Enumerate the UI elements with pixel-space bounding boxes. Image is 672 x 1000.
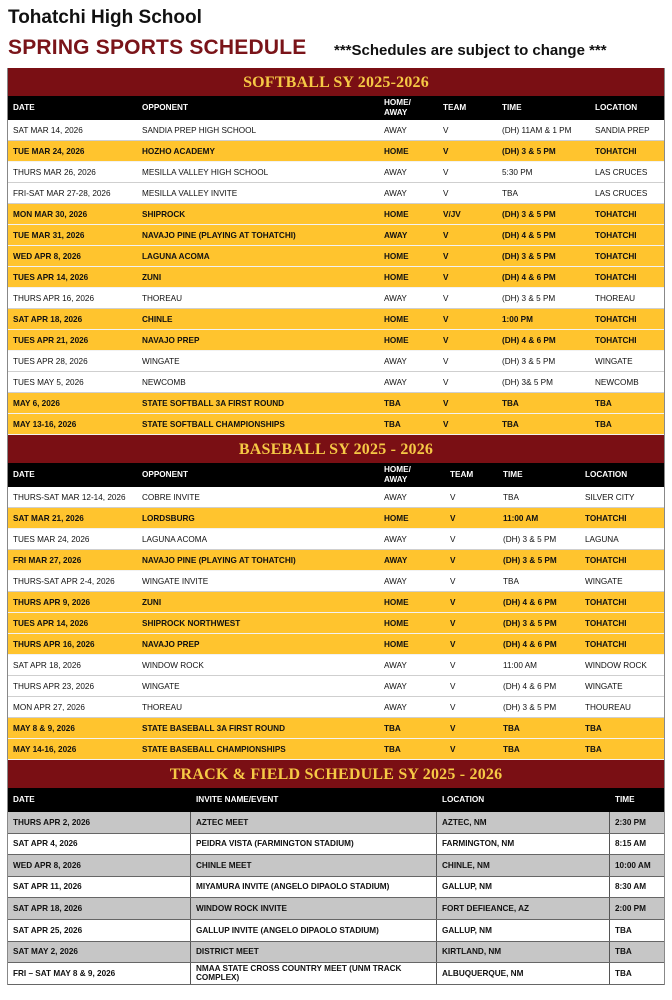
cell-date: THURS APR 16, 2026 [13, 293, 95, 303]
table-row [8, 508, 664, 529]
cell-date: THURS APR 2, 2026 [13, 817, 91, 827]
cell-time: (DH) 4 & 6 PM [502, 272, 556, 282]
cell-opponent: NAVAJO PINE (PLAYING AT TOHATCHI) [142, 555, 296, 565]
cell-home-away: AWAY [384, 660, 407, 670]
track-rows [8, 812, 664, 985]
table-row [8, 309, 664, 330]
cell-date: MAY 14-16, 2026 [13, 744, 77, 754]
cell-home-away: HOME [384, 146, 409, 156]
cell-home-away: HOME [384, 314, 409, 324]
cell-opponent: MESILLA VALLEY HIGH SCHOOL [142, 167, 269, 177]
cell-team: V [443, 230, 449, 240]
cell-home-away: AWAY [384, 576, 407, 586]
table-row [8, 634, 664, 655]
cell-time: (DH) 3 & 5 PM [503, 702, 557, 712]
table-row [8, 739, 664, 760]
cell-team: V [450, 492, 456, 502]
cell-opponent: LORDSBURG [142, 513, 195, 523]
table-row [8, 372, 664, 393]
cell-date: SAT MAR 21, 2026 [13, 513, 84, 523]
table-row [8, 550, 664, 571]
cell-location: FARMINGTON, NM [436, 834, 609, 855]
cell-opponent: STATE SOFTBALL 3A FIRST ROUND [142, 398, 285, 408]
cell-location: LAGUNA [585, 534, 619, 544]
cell-time: TBA [502, 398, 519, 408]
baseball-rows [8, 487, 664, 760]
cell-team: V [443, 272, 449, 282]
cell-team: V [443, 377, 449, 387]
cell-date: SAT APR 4, 2026 [13, 839, 78, 849]
cell-team: V [450, 597, 456, 607]
table-row [8, 162, 664, 183]
cell-opponent: STATE BASEBALL CHAMPIONSHIPS [142, 744, 286, 754]
cell-location: WINGATE [585, 681, 623, 691]
cell-team: V [443, 146, 449, 156]
table-row [8, 920, 664, 942]
cell-team: V [443, 125, 449, 135]
softball-rows [8, 120, 664, 435]
baseball-header-row [8, 463, 664, 487]
page-title: SPRING SPORTS SCHEDULE [8, 36, 307, 59]
cell-event: CHINLE MEET [190, 855, 436, 876]
cell-opponent: CHINLE [142, 314, 173, 324]
table-row [8, 351, 664, 372]
cell-time: (DH) 3 & 5 PM [502, 293, 556, 303]
col-team: TEAM [450, 470, 474, 479]
cell-opponent: MESILLA VALLEY INVITE [142, 188, 238, 198]
cell-time: 8:15 AM [609, 834, 664, 855]
cell-team: V [450, 618, 456, 628]
col-time: TIME [609, 795, 664, 805]
table-row [8, 529, 664, 550]
cell-location: THOUREAU [585, 702, 631, 712]
cell-home-away: AWAY [384, 492, 407, 502]
cell-home-away: HOME [384, 335, 409, 345]
cell-home-away: AWAY [384, 555, 408, 565]
school-name: Tohatchi High School [8, 7, 202, 28]
cell-date: FRI MAR 27, 2026 [13, 555, 82, 565]
cell-opponent: STATE BASEBALL 3A FIRST ROUND [142, 723, 285, 733]
cell-home-away: TBA [384, 744, 401, 754]
cell-home-away: AWAY [384, 377, 407, 387]
cell-time: (DH) 3 & 5 PM [503, 534, 557, 544]
col-location: LOCATION [436, 795, 609, 805]
cell-date: FRI-SAT MAR 27-28, 2026 [13, 188, 111, 198]
cell-opponent: ZUNI [142, 597, 162, 607]
cell-location: THOREAU [595, 293, 636, 303]
cell-home-away: AWAY [384, 125, 407, 135]
cell-location: SANDIA PREP [595, 125, 650, 135]
cell-date: TUE MAR 31, 2026 [13, 230, 85, 240]
cell-opponent: THOREAU [142, 702, 183, 712]
table-row [8, 571, 664, 592]
cell-time: TBA [503, 744, 520, 754]
cell-opponent: NAVAJO PINE (PLAYING AT TOHATCHI) [142, 230, 296, 240]
cell-opponent: LAGUNA ACOMA [142, 534, 208, 544]
cell-time: TBA [502, 419, 519, 429]
cell-event: NMAA STATE CROSS COUNTRY MEET (UNM TRACK COMPLEX) [190, 963, 436, 984]
cell-location: ALBUQUERQUE, NM [436, 963, 609, 984]
table-row [8, 487, 664, 508]
cell-time: TBA [502, 188, 518, 198]
cell-event: WINDOW ROCK INVITE [190, 898, 436, 919]
table-row [8, 655, 664, 676]
table-row [8, 812, 664, 834]
cell-home-away: AWAY [384, 293, 407, 303]
cell-location: TOHATCHI [585, 555, 627, 565]
cell-team: V [450, 576, 456, 586]
col-date: DATE [13, 795, 35, 804]
cell-event: DISTRICT MEET [190, 942, 436, 963]
cell-home-away: AWAY [384, 702, 407, 712]
cell-opponent: ZUNI [142, 272, 162, 282]
cell-location: TOHATCHI [585, 618, 627, 628]
cell-home-away: HOME [384, 251, 409, 261]
cell-team: V [443, 335, 449, 345]
cell-home-away: AWAY [384, 167, 407, 177]
softball-section [7, 68, 665, 435]
cell-team: V [450, 744, 456, 754]
cell-home-away: AWAY [384, 230, 408, 240]
table-row [8, 855, 664, 877]
cell-date: SAT APR 18, 2026 [13, 314, 83, 324]
cell-team: V [443, 314, 449, 324]
cell-time: (DH) 3& 5 PM [502, 377, 553, 387]
cell-date: MON APR 27, 2026 [13, 702, 85, 712]
table-row [8, 877, 664, 899]
cell-home-away: AWAY [384, 356, 407, 366]
cell-date: TUES MAR 24, 2026 [13, 534, 90, 544]
cell-home-away: HOME [384, 618, 409, 628]
cell-time: 11:00 AM [503, 660, 537, 670]
cell-date: THURS APR 9, 2026 [13, 597, 91, 607]
cell-time: (DH) 4 & 6 PM [502, 335, 556, 345]
col-opponent: OPPONENT [142, 103, 188, 112]
cell-time: 2:30 PM [609, 812, 664, 833]
cell-home-away: HOME [384, 272, 409, 282]
cell-time: 11:00 AM [503, 513, 539, 523]
cell-time: (DH) 4 & 6 PM [503, 681, 557, 691]
cell-team: V [443, 398, 449, 408]
cell-location: TOHATCHI [595, 209, 637, 219]
cell-opponent: WINGATE [142, 681, 180, 691]
cell-date: SAT MAR 14, 2026 [13, 125, 83, 135]
cell-time: TBA [609, 920, 664, 941]
cell-time: 8:30 AM [609, 877, 664, 898]
cell-opponent: WINGATE INVITE [142, 576, 209, 586]
cell-time: (DH) 3 & 5 PM [503, 618, 557, 628]
table-row [8, 414, 664, 435]
track-section [7, 760, 665, 985]
cell-opponent: HOZHO ACADEMY [142, 146, 215, 156]
cell-date: MAY 13-16, 2026 [13, 419, 77, 429]
cell-home-away: HOME [384, 639, 409, 649]
cell-home-away: TBA [384, 723, 401, 733]
cell-time: (DH) 3 & 5 PM [502, 251, 556, 261]
baseball-banner: BASEBALL SY 2025 - 2026 [8, 435, 664, 463]
cell-time: (DH) 3 & 5 PM [502, 356, 556, 366]
cell-team: V [450, 513, 456, 523]
cell-location: AZTEC, NM [436, 812, 609, 833]
cell-home-away: AWAY [384, 681, 407, 691]
cell-time: 10:00 AM [609, 855, 664, 876]
cell-location: GALLUP, NM [436, 877, 609, 898]
cell-team: V [450, 534, 456, 544]
cell-location: LAS CRUCES [595, 188, 648, 198]
table-row [8, 963, 664, 985]
cell-time: TBA [503, 492, 519, 502]
cell-home-away: TBA [384, 398, 401, 408]
table-row [8, 592, 664, 613]
col-location: LOCATION [595, 103, 638, 112]
col-time: TIME [503, 470, 523, 479]
cell-date: MAY 8 & 9, 2026 [13, 723, 75, 733]
cell-home-away: HOME [384, 597, 409, 607]
cell-location: TOHATCHI [595, 146, 637, 156]
col-home-away [379, 465, 445, 485]
table-row [8, 288, 664, 309]
col-opponent: OPPONENT [142, 470, 188, 479]
cell-date: THURS APR 23, 2026 [13, 681, 95, 691]
cell-home-away: HOME [384, 513, 409, 523]
table-row [8, 718, 664, 739]
table-row [8, 246, 664, 267]
cell-time: (DH) 4 & 5 PM [502, 230, 556, 240]
col-away-label: AWAY [384, 108, 408, 117]
table-row [8, 267, 664, 288]
table-row [8, 141, 664, 162]
cell-opponent: NAVAJO PREP [142, 639, 200, 649]
cell-date: THURS-SAT APR 2-4, 2026 [13, 576, 115, 586]
cell-date: TUES APR 14, 2026 [13, 618, 89, 628]
table-row [8, 225, 664, 246]
cell-event: GALLUP INVITE (ANGELO DIPAOLO STADIUM) [190, 920, 436, 941]
cell-location: NEWCOMB [595, 377, 639, 387]
cell-time: TBA [503, 576, 519, 586]
table-row [8, 393, 664, 414]
cell-location: GALLUP, NM [436, 920, 609, 941]
cell-date: TUES APR 28, 2026 [13, 356, 88, 366]
table-row [8, 183, 664, 204]
cell-home-away: AWAY [384, 188, 407, 198]
cell-time: (DH) 3 & 5 PM [502, 146, 556, 156]
cell-location: TOHATCHI [595, 230, 637, 240]
col-home-label: HOME/ [384, 98, 411, 107]
softball-header-row [8, 96, 664, 120]
cell-date: MAY 6, 2026 [13, 398, 60, 408]
cell-time: TBA [609, 963, 664, 984]
cell-date: TUES APR 14, 2026 [13, 272, 89, 282]
softball-banner: SOFTBALL SY 2025-2026 [8, 68, 664, 96]
cell-team: V [450, 555, 456, 565]
cell-opponent: NEWCOMB [142, 377, 186, 387]
cell-location: WINGATE [595, 356, 633, 366]
cell-location: TOHATCHI [595, 335, 637, 345]
cell-date: SAT APR 25, 2026 [13, 925, 83, 935]
cell-team: V/JV [443, 209, 461, 219]
table-row [8, 898, 664, 920]
cell-location: WINGATE [585, 576, 623, 586]
col-time: TIME [502, 103, 522, 112]
cell-opponent: SHIPROCK NORTHWEST [142, 618, 241, 628]
cell-time: (DH) 11AM & 1 PM [502, 125, 572, 135]
cell-home-away: AWAY [384, 534, 407, 544]
cell-opponent: LAGUNA ACOMA [142, 251, 210, 261]
cell-location: TBA [595, 419, 612, 429]
col-team: TEAM [443, 103, 467, 112]
cell-opponent: STATE SOFTBALL CHAMPIONSHIPS [142, 419, 285, 429]
table-row [8, 942, 664, 964]
col-away-label: AWAY [384, 475, 408, 484]
cell-time: (DH) 4 & 6 PM [503, 639, 557, 649]
cell-team: V [443, 188, 449, 198]
cell-opponent: WINGATE [142, 356, 180, 366]
cell-team: V [450, 639, 456, 649]
table-row [8, 613, 664, 634]
cell-location: TBA [585, 723, 602, 733]
cell-time: (DH) 3 & 5 PM [502, 209, 556, 219]
cell-team: V [450, 702, 456, 712]
cell-date: SAT APR 18, 2026 [13, 660, 81, 670]
cell-date: THURS APR 16, 2026 [13, 639, 95, 649]
col-home-label: HOME/ [384, 465, 411, 474]
cell-date: TUE MAR 24, 2026 [13, 146, 85, 156]
cell-location: LAS CRUCES [595, 167, 648, 177]
table-row [8, 204, 664, 225]
baseball-section [7, 435, 665, 760]
cell-time: (DH) 3 & 5 PM [503, 555, 557, 565]
cell-team: V [450, 723, 456, 733]
cell-location: TOHATCHI [585, 639, 627, 649]
cell-time: TBA [609, 942, 664, 963]
cell-date: SAT MAY 2, 2026 [13, 947, 78, 957]
cell-home-away: HOME [384, 209, 409, 219]
cell-opponent: COBRE INVITE [142, 492, 200, 502]
table-row [8, 676, 664, 697]
cell-opponent: WINDOW ROCK [142, 660, 204, 670]
table-row [8, 330, 664, 351]
cell-team: V [443, 356, 449, 366]
cell-team: V [443, 419, 449, 429]
cell-team: V [443, 167, 449, 177]
cell-date: FRI – SAT MAY 8 & 9, 2026 [13, 968, 116, 978]
cell-event: AZTEC MEET [190, 812, 436, 833]
track-banner: TRACK & FIELD SCHEDULE SY 2025 - 2026 [8, 760, 664, 788]
cell-team: V [450, 660, 456, 670]
schedule-note: ***Schedules are subject to change *** [334, 42, 607, 59]
cell-opponent: THOREAU [142, 293, 183, 303]
table-row [8, 120, 664, 141]
cell-location: SILVER CITY [585, 492, 635, 502]
cell-opponent: SHIPROCK [142, 209, 186, 219]
cell-home-away: TBA [384, 419, 401, 429]
cell-team: V [450, 681, 456, 691]
cell-date: TUES APR 21, 2026 [13, 335, 89, 345]
cell-event: PEIDRA VISTA (FARMINGTON STADIUM) [190, 834, 436, 855]
cell-date: SAT APR 11, 2026 [13, 882, 82, 892]
cell-time: 2:00 PM [609, 898, 664, 919]
table-row [8, 834, 664, 856]
cell-team: V [443, 293, 449, 303]
cell-location: FORT DEFIEANCE, AZ [436, 898, 609, 919]
cell-date: THURS MAR 26, 2026 [13, 167, 96, 177]
cell-location: TOHATCHI [585, 597, 627, 607]
track-header-row [8, 788, 664, 812]
col-event: INVITE NAME/EVENT [190, 795, 436, 805]
cell-date: TUES MAY 5, 2026 [13, 377, 84, 387]
cell-event: MIYAMURA INVITE (ANGELO DIPAOLO STADIUM) [190, 877, 436, 898]
cell-location: TOHATCHI [595, 314, 637, 324]
cell-location: TBA [585, 744, 602, 754]
cell-location: CHINLE, NM [436, 855, 609, 876]
cell-date: SAT APR 18, 2026 [13, 903, 83, 913]
col-date: DATE [13, 470, 35, 479]
cell-date: WED APR 8, 2026 [13, 860, 81, 870]
cell-date: WED APR 8, 2026 [13, 251, 81, 261]
col-date: DATE [13, 103, 35, 112]
cell-opponent: SANDIA PREP HIGH SCHOOL [142, 125, 257, 135]
cell-opponent: NAVAJO PREP [142, 335, 200, 345]
col-home-away [379, 98, 438, 118]
cell-time: (DH) 4 & 6 PM [503, 597, 557, 607]
cell-date: MON MAR 30, 2026 [13, 209, 88, 219]
cell-location: TOHATCHI [595, 272, 637, 282]
cell-team: V [443, 251, 449, 261]
cell-time: 1:00 PM [502, 314, 533, 324]
cell-location: TBA [595, 398, 612, 408]
cell-time: 5:30 PM [502, 167, 533, 177]
cell-location: WINDOW ROCK [585, 660, 647, 670]
cell-location: TOHATCHI [585, 513, 627, 523]
col-location: LOCATION [585, 470, 628, 479]
cell-time: TBA [503, 723, 520, 733]
cell-date: THURS-SAT MAR 12-14, 2026 [13, 492, 126, 502]
cell-location: KIRTLAND, NM [436, 942, 609, 963]
page-header [0, 0, 672, 68]
table-row [8, 697, 664, 718]
cell-location: TOHATCHI [595, 251, 637, 261]
